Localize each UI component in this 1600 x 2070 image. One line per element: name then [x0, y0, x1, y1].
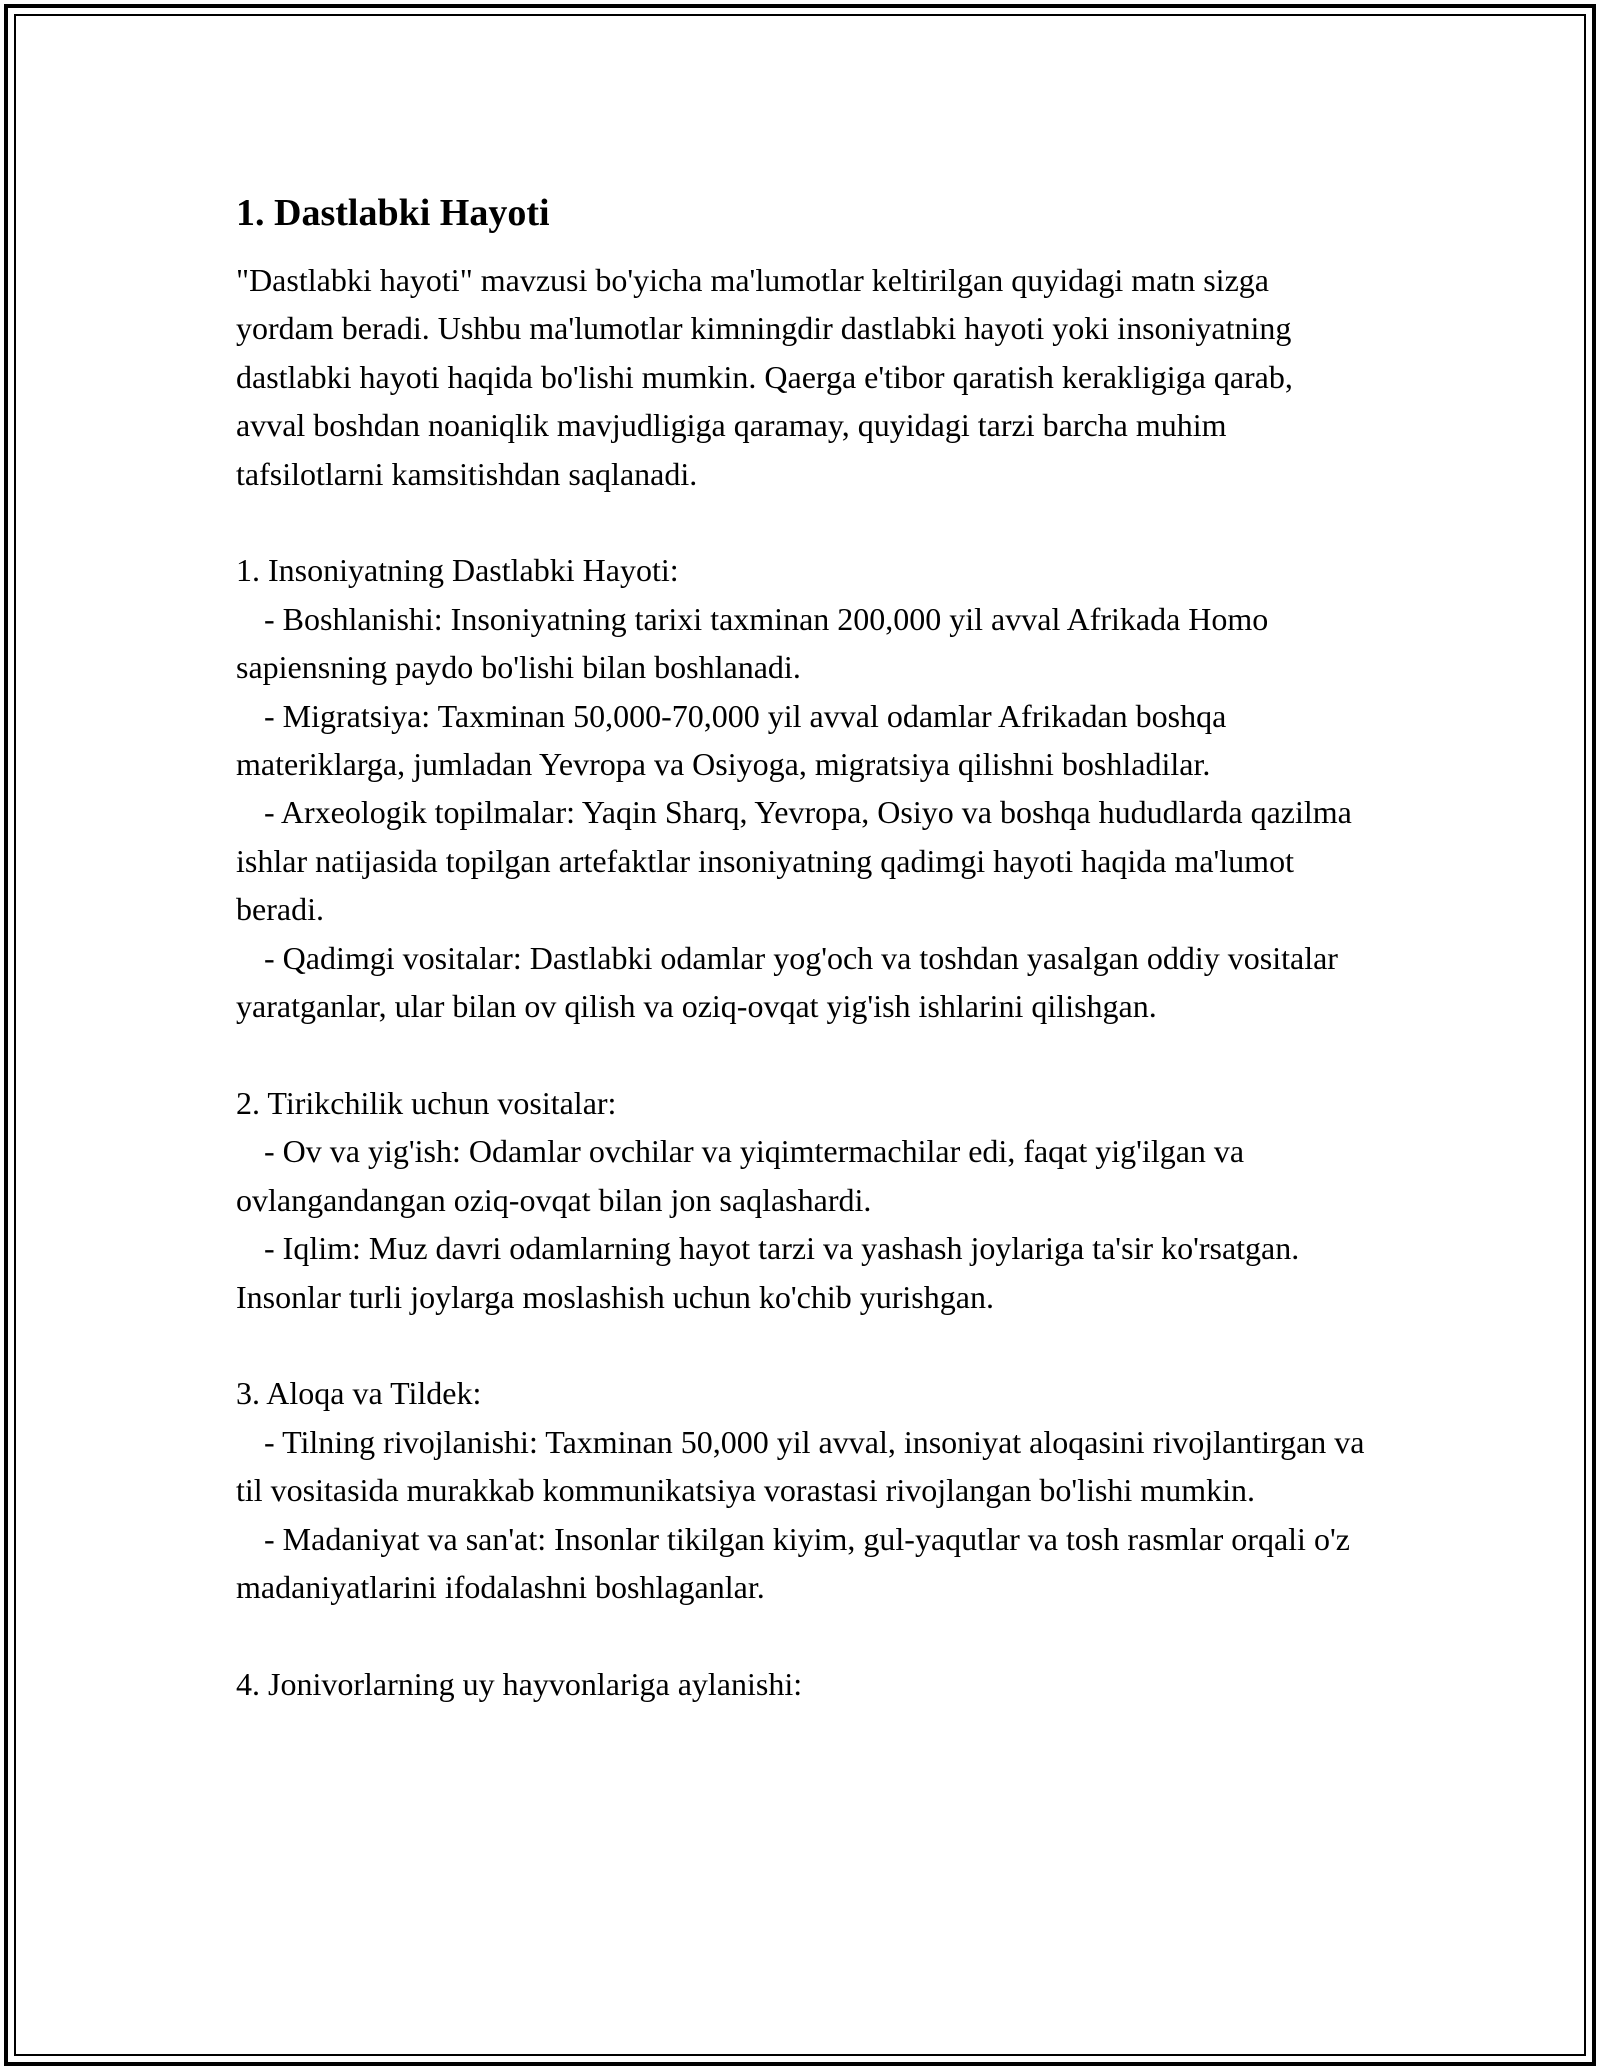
list-item: [236, 1127, 1366, 1224]
bullet-text: - Iqlim: Muz davri odamlarning hayot tarzi va yashash joylariga ta'sir ko'rsatgan. Insonlar turli joylarga moslashish uchun ko'chib yurishgan.: [236, 1230, 1300, 1315]
section-heading: 4. Jonivorlarning uy hayvonlariga aylanishi:: [236, 1665, 803, 1702]
section-communication: [236, 1369, 1366, 1611]
list-item: [236, 1418, 1366, 1515]
spacer: [236, 1321, 1366, 1369]
bullet-text: - Madaniyat va san'at: Insonlar tikilgan kiyim, gul-yaqutlar va tosh rasmlar orqali o'z madaniyatlarini ifodalashni boshlaganlar.: [236, 1520, 1350, 1605]
list-item: [236, 1515, 1366, 1612]
list-item: [236, 1224, 1366, 1321]
document-title: 1. Dastlabki Hayoti: [236, 192, 550, 234]
bullet-text: - Tilning rivojlanishi: Taxminan 50,000 yil avval, insoniyat aloqasini rivojlantirgan va til vositasida murakkab kommunikatsiya vorastasi rivojlangan bo'lishi mumkin.: [236, 1423, 1365, 1509]
section-heading: 1. Insoniyatning Dastlabki Hayoti:: [236, 552, 679, 589]
bullet-text: - Migratsiya: Taxminan 50,000-70,000 yil avval odamlar Afrikadan boshqa materiklarga, jumladan Yevropa va Osiyoga, migratsiya qilishni boshladilar.: [236, 697, 1227, 783]
section-early-life: [236, 546, 1366, 1030]
section-heading: 3. Aloqa va Tildek:: [236, 1375, 482, 1412]
list-item: [236, 788, 1366, 933]
bullet-text: - Boshlanishi: Insoniyatning tarixi taxminan 200,000 yil avval Afrikada Homo sapiensning paydo bo'lishi bilan boshlanadi.: [236, 600, 1269, 686]
bullet-text: - Qadimgi vositalar: Dastlabki odamlar yog'och va toshdan yasalgan oddiy vositalar yaratganlar, ular bilan ov qilish va oziq-ovqat yig'ish ishlarini qilishgan.: [236, 939, 1338, 1025]
spacer: [236, 1611, 1366, 1659]
list-item: [236, 595, 1366, 692]
section-domestication: [236, 1660, 1366, 1708]
list-item: [236, 934, 1366, 1031]
list-item: [236, 692, 1366, 789]
bullet-text: - Ov va yig'ish: Odamlar ovchilar va yiqimtermachilar edi, faqat yig'ilgan va ovlangandangan oziq-ovqat bilan jon saqlashardi.: [236, 1133, 1245, 1218]
spacer: [236, 498, 1366, 546]
document-body: [236, 186, 1366, 1708]
bullet-text: - Arxeologik topilmalar: Yaqin Sharq, Yevropa, Osiyo va boshqa hududlarda qazilma ishlar natijasida topilgan artefaktlar insoniyatning qadimgi hayoti haqida ma'lumot beradi.: [236, 794, 1352, 928]
spacer: [236, 1030, 1366, 1078]
section-heading: 2. Tirikchilik uchun vositalar:: [236, 1084, 617, 1121]
intro-paragraph: "Dastlabki hayoti" mavzusi bo'yicha ma'lumotlar keltirilgan quyidagi matn sizga yordam beradi. Ushbu ma'lumotlar kimningdir dastlabki hayoti yoki insoniyatning dastlabki hayoti haqida bo'lishi mumkin. Qaerga e'tibor qaratish kerakligiga qarab, avval boshdan noaniqlik mavjudligiga qaramay, quyidagi tarzi barcha muhim tafsilotlarni kamsitishdan saqlanadi.: [236, 262, 1293, 492]
section-livelihood: [236, 1079, 1366, 1321]
